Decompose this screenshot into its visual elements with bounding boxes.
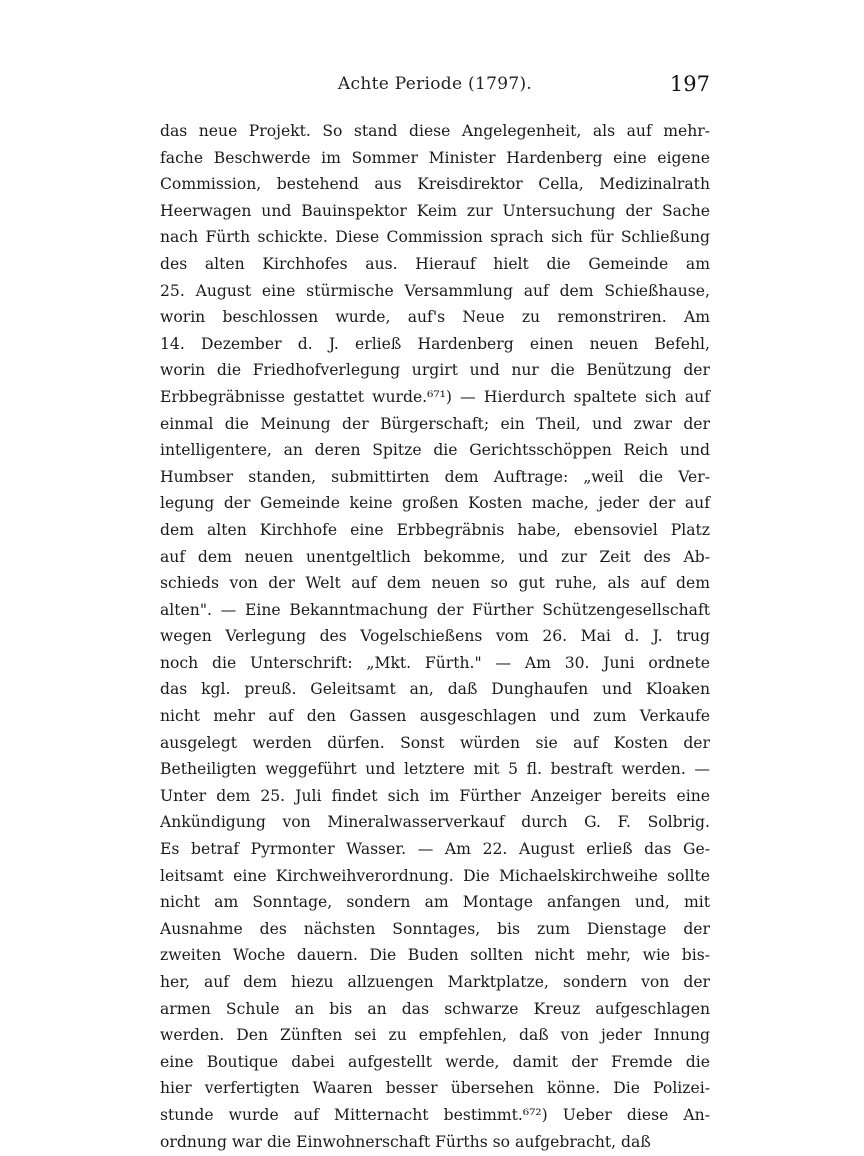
text-line: nicht mehr auf den Gassen ausgeschlagen und zum Verkaufe	[160, 707, 710, 726]
text-line: schieds von der Welt auf dem neuen so gut ruhe, als auf dem	[160, 574, 710, 593]
text-line: nach Fürth schickte. Diese Commission sprach sich für Schließung	[160, 228, 710, 247]
page-number: 197	[669, 72, 710, 96]
text-line: hier verfertigten Waaren besser übersehen könne. Die Polizei-	[160, 1079, 710, 1098]
text-line: 14. Dezember d. J. erließ Hardenberg einen neuen Befehl,	[160, 334, 710, 353]
text-line: armen Schule an bis an das schwarze Kreuz aufgeschlagen	[160, 999, 710, 1018]
text-line: worin die Friedhofverlegung urgirt und nur die Benützung der	[160, 361, 710, 380]
text-line: noch die Unterschrift: „Mkt. Fürth." — Am 30. Juni ordnete	[160, 653, 710, 672]
text-line: Humbser standen, submittirten dem Auftrage: „weil die Ver-	[160, 467, 710, 486]
text-line: Es betraf Pyrmonter Wasser. — Am 22. August erließ das Ge-	[160, 840, 710, 859]
text-line: ausgelegt werden dürfen. Sonst würden sie auf Kosten der	[160, 733, 710, 752]
text-line: legung der Gemeinde keine großen Kosten mache, jeder der auf	[160, 494, 710, 513]
text-line: das neue Projekt. So stand diese Angelegenheit, als auf mehr-	[160, 122, 710, 140]
text-line: werden. Den Zünften sei zu empfehlen, daß von jeder Innung	[160, 1026, 710, 1045]
text-line: worin beschlossen wurde, auf's Neue zu remonstriren. Am	[160, 308, 710, 327]
text-line: 25. August eine stürmische Versammlung auf dem Schießhause,	[160, 281, 710, 300]
page-header	[160, 70, 710, 104]
text-line: leitsamt eine Kirchweihverordnung. Die Michaelskirchweihe sollte	[160, 866, 710, 885]
text-line: ordnung war die Einwohnerschaft Fürths so aufgebracht, daß	[160, 1132, 651, 1151]
text-line: Betheiligten weggeführt und letztere mit 5 fl. bestraft werden. —	[160, 760, 710, 779]
text-line: her, auf dem hiezu allzuengen Marktplatze, sondern von der	[160, 973, 710, 991]
text-line: stunde wurde auf Mitternacht bestimmt.⁶⁷²) Ueber diese An-	[160, 1105, 710, 1124]
text-line: des alten Kirchhofes aus. Hierauf hielt die Gemeinde am	[160, 254, 710, 273]
text-line: Unter dem 25. Juli findet sich im Fürther Anzeiger bereits eine	[160, 786, 710, 805]
text-line: Ankündigung von Mineralwasserverkauf durch G. F. Solbrig.	[160, 813, 710, 832]
text-line: Erbbegräbnisse gestattet wurde.⁶⁷¹) — Hierdurch spaltete sich auf	[160, 387, 710, 406]
text-line: dem alten Kirchhofe eine Erbbegräbnis habe, ebensoviel Platz	[160, 520, 710, 539]
text-line: einmal die Meinung der Bürgerschaft; ein Theil, und zwar der	[160, 414, 710, 433]
text-line: Commission, bestehend aus Kreisdirektor Cella, Medizinalrath	[160, 175, 710, 194]
running-title: Achte Periode (1797).	[337, 74, 533, 94]
text-line: Ausnahme des nächsten Sonntages, bis zum Dienstage der	[160, 919, 710, 938]
text-line: auf dem neuen unentgeltlich bekomme, und zur Zeit des Ab-	[160, 547, 710, 566]
text-line: nicht am Sonntage, sondern am Montage anfangen und, mit	[160, 893, 710, 912]
text-line: zweiten Woche dauern. Die Buden sollten nicht mehr, wie bis-	[160, 946, 710, 965]
text-line: alten". — Eine Bekanntmachung der Fürther Schützengesellschaft	[160, 600, 710, 619]
text-line: fache Beschwerde im Sommer Minister Hardenberg eine eigene	[160, 148, 710, 167]
text-line: Heerwagen und Bauinspektor Keim zur Untersuchung der Sache	[160, 201, 710, 220]
text-line: eine Boutique dabei aufgestellt werde, damit der Fremde die	[160, 1052, 710, 1071]
body-text	[160, 118, 710, 1155]
text-line: das kgl. preuß. Geleitsamt an, daß Dunghaufen und Kloaken	[160, 680, 710, 699]
text-line: wegen Verlegung des Vogelschießens vom 26. Mai d. J. trug	[160, 627, 710, 646]
text-line: intelligentere, an deren Spitze die Gerichtsschöppen Reich und	[160, 441, 710, 460]
